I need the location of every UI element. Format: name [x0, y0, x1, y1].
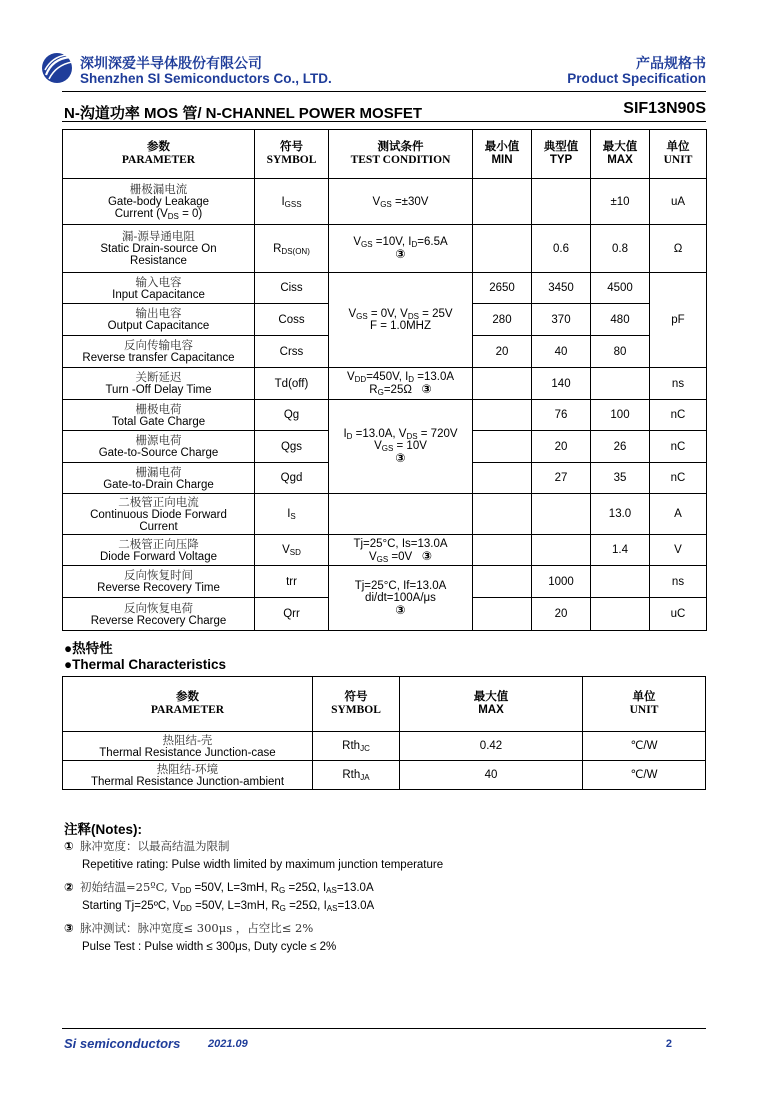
- recovery-condition-cell: Tj=25°C, If=13.0A di/dt=100A/μs ③: [329, 566, 473, 631]
- typ-cell: 27: [532, 463, 591, 494]
- max-cell: [591, 598, 650, 631]
- unit-cell: A: [650, 494, 707, 535]
- electrical-characteristics-table: [62, 129, 707, 631]
- unit-cell: Ω: [650, 225, 707, 273]
- min-cell: 2650: [473, 273, 532, 304]
- unit-cell: V: [650, 535, 707, 566]
- typ-cell: 76: [532, 400, 591, 431]
- max-cell: ±10: [591, 179, 650, 225]
- spec-title-en: Product Specification: [567, 71, 706, 86]
- unit-cell: nC: [650, 463, 707, 494]
- unit-cell: ns: [650, 368, 707, 400]
- max-cell: 13.0: [591, 494, 650, 535]
- footer-rule: [62, 1028, 706, 1029]
- typ-cell: 20: [532, 431, 591, 463]
- param-cell: 热阻结-壳 Thermal Resistance Junction-case: [63, 732, 313, 761]
- param-cell: 栅漏电荷 Gate-to-Drain Charge: [63, 463, 255, 494]
- unit-cell: nC: [650, 400, 707, 431]
- page-number: 2: [665, 1038, 672, 1050]
- param-cell: 栅极漏电流 Gate-body Leakage Current $(V_{DS} = 0)$: [63, 179, 255, 225]
- document-title: N-沟道功率 MOS 管/ N-CHANNEL POWER MOSFET: [64, 105, 423, 122]
- table-row: [63, 400, 707, 431]
- symbol-cell: Qgd: [255, 463, 329, 494]
- condition-cell: Tj=25°C, Is=13.0A $V_{GS} =0V$ ③: [329, 535, 473, 566]
- header-typ: 典型值 TYP: [532, 130, 591, 179]
- thermal-table: [62, 676, 706, 790]
- symbol-cell: Rth$_{JC}$: [313, 732, 400, 761]
- param-cell: 二极管正向压降 Diode Forward Voltage: [63, 535, 255, 566]
- footer-date: 2021.09: [208, 1038, 248, 1050]
- header-min: 最小值 MIN: [473, 130, 532, 179]
- symbol-cell: $R_{DS(ON)}$: [255, 225, 329, 273]
- symbol-cell: trr: [255, 566, 329, 598]
- header-rule: [62, 91, 706, 92]
- typ-cell: 370: [532, 304, 591, 336]
- table-row: [63, 761, 706, 790]
- note-2-en: Starting Tj=25ºC, $V_{DD} =50V$, L=3mH, $R_G =25\Omega$, $I_{AS}=13.0A$: [82, 900, 375, 913]
- table-row: [63, 273, 707, 304]
- table-header-row: [63, 130, 707, 179]
- symbol-cell: Qg: [255, 400, 329, 431]
- param-cell: 栅极电荷 Total Gate Charge: [63, 400, 255, 431]
- max-cell: 0.42: [400, 732, 583, 761]
- param-cell: 二极管正向电流 Continuous Diode Forward Current: [63, 494, 255, 535]
- table-row: [63, 494, 707, 535]
- note-1-cn: ① 脉冲宽度：以最高结温为限制: [64, 839, 230, 853]
- param-cell: 输出电容 Output Capacitance: [63, 304, 255, 336]
- unit-cell: uC: [650, 598, 707, 631]
- param-cell: 反向恢复时间 Reverse Recovery Time: [63, 566, 255, 598]
- symbol-cell: $I_S$: [255, 494, 329, 535]
- symbol-cell: Td(off): [255, 368, 329, 400]
- min-cell: [473, 535, 532, 566]
- min-cell: [473, 566, 532, 598]
- gate-charge-condition-cell: $I_D =13.0A$, $V_{DS} = 720V$ $V_{GS} = 10V$ ③: [329, 400, 473, 494]
- max-cell: 40: [400, 761, 583, 790]
- header-symbol: 符号 SYMBOL: [255, 130, 329, 179]
- condition-cell: [329, 494, 473, 535]
- min-cell: [473, 431, 532, 463]
- table-row: [63, 566, 707, 598]
- typ-cell: [532, 535, 591, 566]
- note-3-cn: ③ 脉冲测试：脉冲宽度≤ 300μs ，占空比≤ 2%: [64, 921, 314, 935]
- min-cell: [473, 225, 532, 273]
- symbol-cell: Qgs: [255, 431, 329, 463]
- condition-cell: $V_{GS} =\pm 30V$: [329, 179, 473, 225]
- param-cell: 栅源电荷 Gate-to-Source Charge: [63, 431, 255, 463]
- min-cell: 280: [473, 304, 532, 336]
- table-header-row: [63, 677, 706, 732]
- capacitance-condition-cell: $V_{GS} = 0V$, $V_{DS} = 25V$ F = 1.0MHZ: [329, 273, 473, 368]
- symbol-cell: $I_{GSS}$: [255, 179, 329, 225]
- symbol-cell: Rth$_{JA}$: [313, 761, 400, 790]
- thermal-section-title-en: ●Thermal Characteristics: [64, 657, 226, 672]
- typ-cell: [532, 179, 591, 225]
- symbol-cell: $V_{SD}$: [255, 535, 329, 566]
- typ-cell: 1000: [532, 566, 591, 598]
- symbol-cell: Coss: [255, 304, 329, 336]
- company-logo-icon: [40, 51, 74, 85]
- max-cell: 480: [591, 304, 650, 336]
- symbol-cell: Crss: [255, 336, 329, 368]
- typ-cell: [532, 494, 591, 535]
- param-cell: 关断延迟 Turn -Off Delay Time: [63, 368, 255, 400]
- notes-title: 注释(Notes):: [64, 822, 142, 837]
- typ-cell: 40: [532, 336, 591, 368]
- unit-cell: ℃/W: [583, 732, 706, 761]
- max-cell: 1.4: [591, 535, 650, 566]
- unit-cell: nC: [650, 431, 707, 463]
- param-cell: 反向传输电容 Reverse transfer Capacitance: [63, 336, 255, 368]
- min-cell: [473, 494, 532, 535]
- table-row: [63, 368, 707, 400]
- thermal-section-title-cn: ●热特性: [64, 641, 113, 656]
- title-rule: [62, 121, 706, 122]
- company-name-en: Shenzhen SI Semiconductors Co., LTD.: [80, 71, 332, 86]
- typ-cell: 140: [532, 368, 591, 400]
- unit-cell: ns: [650, 566, 707, 598]
- min-cell: [473, 598, 532, 631]
- header-test-condition: 测试条件 TEST CONDITION: [329, 130, 473, 179]
- unit-cell: ℃/W: [583, 761, 706, 790]
- min-cell: [473, 400, 532, 431]
- part-number: SIF13N90S: [623, 100, 706, 117]
- param-cell: 漏-源导通电阻 Static Drain-source On Resistance: [63, 225, 255, 273]
- symbol-cell: Ciss: [255, 273, 329, 304]
- symbol-cell: Qrr: [255, 598, 329, 631]
- max-cell: 80: [591, 336, 650, 368]
- max-cell: [591, 368, 650, 400]
- min-cell: 20: [473, 336, 532, 368]
- max-cell: 0.8: [591, 225, 650, 273]
- header-max: 最大值 MAX: [400, 677, 583, 732]
- param-cell: 反向恢复电荷 Reverse Recovery Charge: [63, 598, 255, 631]
- typ-cell: 0.6: [532, 225, 591, 273]
- table-row: [63, 732, 706, 761]
- max-cell: 100: [591, 400, 650, 431]
- typ-cell: 20: [532, 598, 591, 631]
- max-cell: [591, 566, 650, 598]
- table-row: [63, 225, 707, 273]
- header-parameter: 参数 PARAMETER: [63, 677, 313, 732]
- condition-cell: $V_{GS} =10V$, $I_D=6.5A$ ③: [329, 225, 473, 273]
- company-name-cn: 深圳深爱半导体股份有限公司: [80, 55, 262, 71]
- table-row: [63, 179, 707, 225]
- typ-cell: 3450: [532, 273, 591, 304]
- footer-brand: Si semiconductors: [64, 1036, 181, 1051]
- note-2-cn: ② 初始结温=25ºC, $V_{DD} =50V$, L=3mH, $R_G =25\Omega$, $I_{AS}=13.0A$: [64, 880, 374, 895]
- param-cell: 输入电容 Input Capacitance: [63, 273, 255, 304]
- note-3-en: Pulse Test : Pulse width ≤ 300μs, Duty cycle ≤ 2%: [82, 941, 337, 953]
- condition-cell: $V_{DD}=450V$, $I_D =13.0A$ $R_G=25\Omega$ ③: [329, 368, 473, 400]
- table-row: [63, 535, 707, 566]
- param-cell: 热阻结-环境 Thermal Resistance Junction-ambient: [63, 761, 313, 790]
- header-unit: 单位 UNIT: [650, 130, 707, 179]
- max-cell: 35: [591, 463, 650, 494]
- min-cell: [473, 463, 532, 494]
- unit-cell: pF: [650, 273, 707, 368]
- note-1-en: Repetitive rating: Pulse width limited by maximum junction temperature: [82, 859, 444, 871]
- max-cell: 26: [591, 431, 650, 463]
- spec-title-cn: 产品规格书: [636, 55, 706, 71]
- min-cell: [473, 368, 532, 400]
- header-parameter: 参数 PARAMETER: [63, 130, 255, 179]
- header-symbol: 符号 SYMBOL: [313, 677, 400, 732]
- min-cell: [473, 179, 532, 225]
- header-unit: 单位 UNIT: [583, 677, 706, 732]
- header-max: 最大值 MAX: [591, 130, 650, 179]
- max-cell: 4500: [591, 273, 650, 304]
- unit-cell: uA: [650, 179, 707, 225]
